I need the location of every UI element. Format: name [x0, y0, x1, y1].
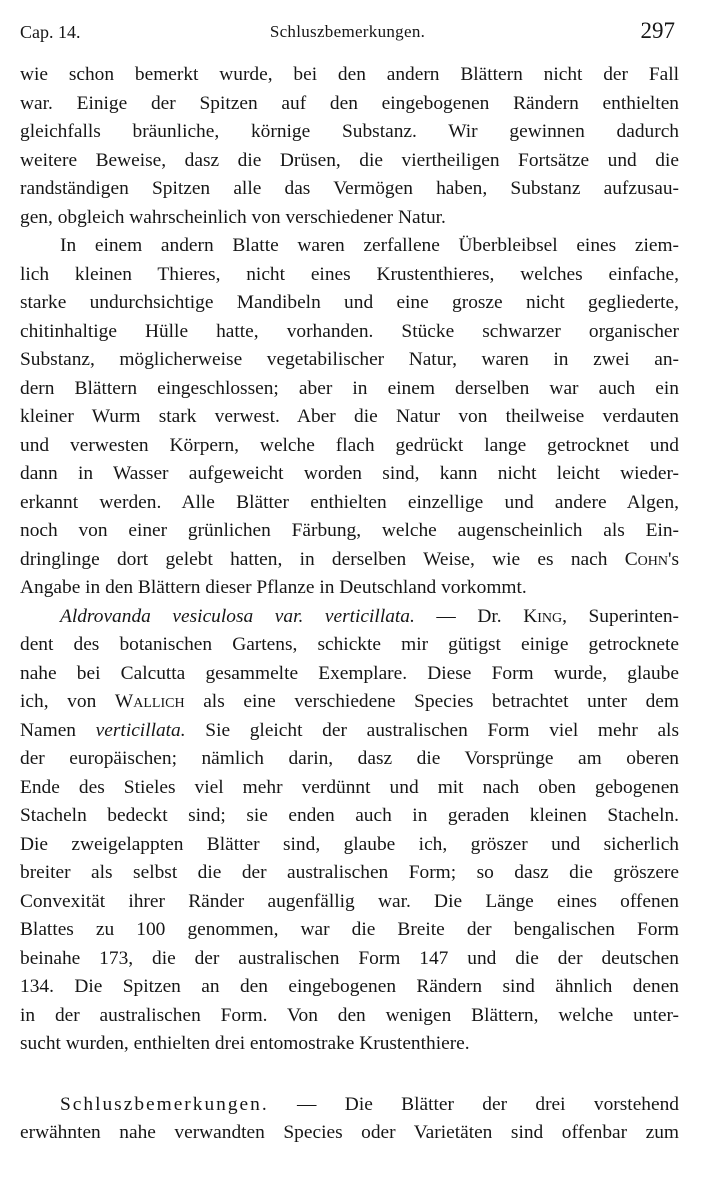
line-text: als eine verschiedene Species betrachtet unter dem — [184, 691, 679, 712]
text-line: Substanz, möglicherweise vegetabilischer Natur, waren in zwei an- — [20, 349, 679, 370]
line-text: , Superinten- — [562, 605, 679, 627]
species-name: Aldrovanda vesiculosa var. verticillata. — [60, 605, 415, 627]
author-name-king: King — [523, 605, 563, 627]
text-line: gen, obgleich wahrscheinlich von verschiedener Natur. — [20, 206, 446, 228]
text-line: Convexität ihrer Ränder augenfällig war. Die Länge eines offenen — [20, 890, 679, 912]
line-text: Namen — [20, 719, 96, 741]
text-line — [20, 546, 679, 575]
text-line — [20, 603, 679, 632]
text-line: lich kleinen Thieres, nicht eines Krustenthieres, welches einfache, — [20, 263, 679, 285]
text-line: Ende des Stieles viel mehr verdünnt und mit nach oben gebogenen — [20, 776, 679, 798]
section-heading: Schluszbemerkungen. — [60, 1093, 269, 1115]
text-line: weitere Beweise, dasz die Drüsen, die viertheiligen Fortsätze und die — [20, 149, 679, 171]
section-gap — [20, 1059, 679, 1091]
text-line: war. Einige der Spitzen auf den eingebogenen Rändern enthielten — [20, 92, 679, 114]
line-text: ich, von — [20, 691, 115, 712]
author-name-wallich: Wallich — [114, 691, 185, 712]
text-line: gleichfalls bräunliche, körnige Substanz. Wir gewinnen dadurch — [20, 121, 679, 142]
text-line — [20, 688, 679, 717]
text-line: in der australischen Form. Von den wenigen Blättern, welche unter- — [20, 1004, 679, 1026]
line-text: dringlinge dort gelebt hatten, in derselben Weise, wie es nach — [20, 548, 625, 570]
text-line: kleiner Wurm stark verwest. Aber die Natur von theilweise verdauten — [20, 406, 679, 427]
text-line: Stacheln bedeckt sind; sie enden auch in geraden kleinen Stacheln. — [20, 805, 679, 826]
text-line: erwähnten nahe verwandten Species oder Varietäten sind offenbar zum — [20, 1122, 679, 1143]
text-line: randständigen Spitzen alle das Vermögen haben, Substanz aufzusau- — [20, 178, 679, 199]
text-line: wie schon bemerkt wurde, bei den andern Blättern nicht der Fall — [20, 64, 679, 85]
body-text — [20, 61, 679, 1148]
text-line: noch von einer grünlichen Färbung, welche augenscheinlich als Ein- — [20, 520, 679, 541]
text-line: und verwesten Körpern, welche flach gedrückt lange getrocknet und — [20, 434, 679, 456]
text-line: dann in Wasser aufgeweicht worden sind, kann nicht leicht wieder- — [20, 463, 679, 484]
text-line: Die zweigelappten Blätter sind, glaube ich, gröszer und sicherlich — [20, 833, 679, 855]
line-text: Sie gleicht der australischen Form viel mehr als — [185, 719, 679, 741]
text-line: chitinhaltige Hülle hatte, vorhanden. Stücke schwarzer organischer — [20, 320, 679, 342]
text-line: beinahe 173, die der australischen Form 147 und die der deutschen — [20, 947, 679, 969]
text-line: breiter als selbst die der australischen Form; so dasz die gröszere — [20, 862, 679, 883]
text-line: der europäischen; nämlich darin, dasz die Vorsprünge am oberen — [20, 748, 679, 769]
text-line: Angabe in den Blättern dieser Pflanze in Deutschland vorkommt. — [20, 577, 527, 598]
running-title: Schluszbemerkungen. — [269, 22, 426, 41]
text-line: dent des botanischen Gartens, schickte mir gütigst einige getrocknete — [20, 634, 679, 655]
text-line: In einem andern Blatte waren zerfallene Überbleibsel eines ziem- — [60, 235, 679, 256]
text-line: dern Blättern eingeschlossen; aber in einem derselben war auch ein — [20, 377, 679, 399]
text-line: Blattes zu 100 genommen, war die Breite der bengalischen Form — [20, 919, 679, 940]
author-name-cohn: Cohn — [624, 548, 668, 570]
line-text: 's — [667, 548, 679, 570]
running-header — [20, 18, 675, 48]
page-number: 297 — [640, 18, 675, 43]
text-line: erkannt werden. Alle Blätter enthielten einzellige und andere Algen, — [20, 491, 679, 513]
text-line: 134. Die Spitzen an den eingebogenen Rändern sind ähnlich denen — [20, 976, 679, 997]
text-line: nahe bei Calcutta gesammelte Exemplare. Diese Form wurde, glaube — [20, 662, 679, 684]
line-text: — Die Blätter der drei vorstehend — [268, 1093, 679, 1115]
text-line — [20, 717, 679, 746]
text-line — [20, 1091, 679, 1120]
variety-name: verticillata. — [95, 719, 186, 741]
line-text: — Dr. — [414, 605, 524, 627]
text-line: sucht wurden, enthielten drei entomostrake Krustenthiere. — [20, 1033, 470, 1054]
chapter-label: Cap. 14. — [20, 22, 81, 42]
text-line: starke undurchsichtige Mandibeln und eine grosze nicht gegliederte, — [20, 292, 679, 313]
